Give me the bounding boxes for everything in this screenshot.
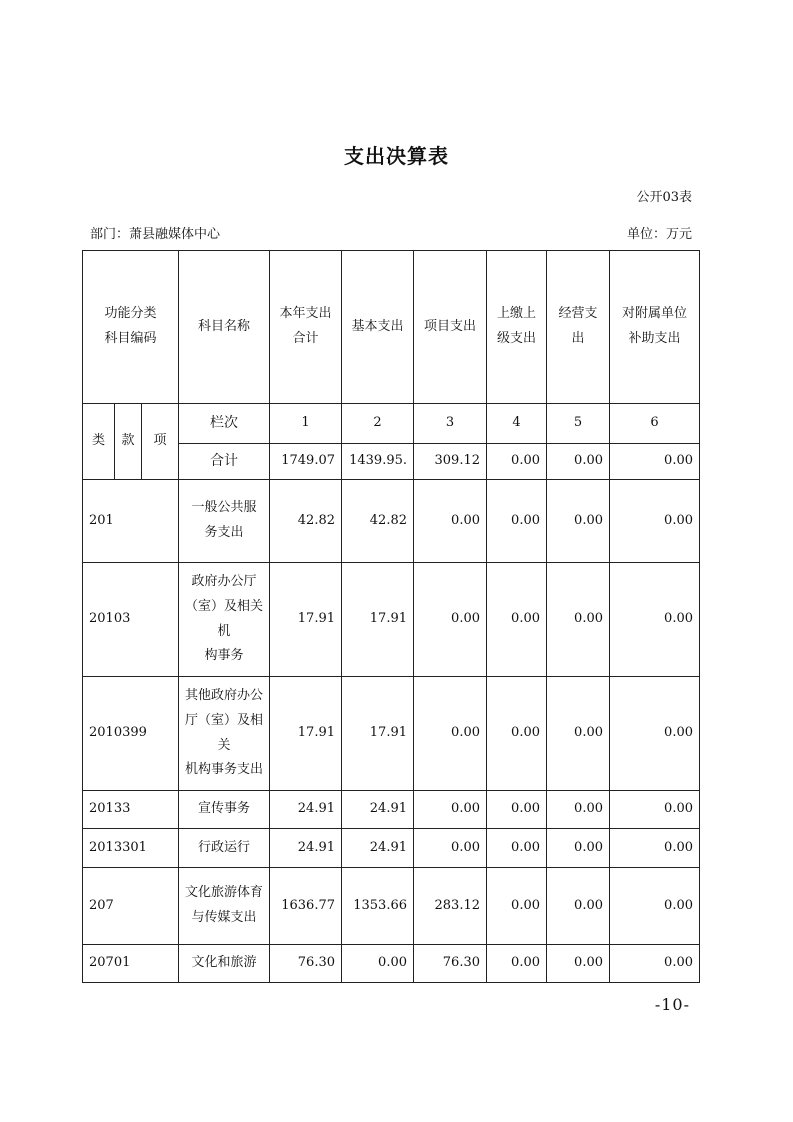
total-value: 1749.07 xyxy=(270,444,342,480)
row-name xyxy=(179,677,270,791)
row-value: 24.91 xyxy=(270,829,342,868)
column-number: 4 xyxy=(487,404,547,444)
row-name-line: 一般公共服 xyxy=(191,500,257,516)
row-name-line: 文化和旅游 xyxy=(191,955,257,971)
func-code-header-line2: 科目编码 xyxy=(104,331,157,346)
row-value: 76.30 xyxy=(270,945,342,983)
row-code: 207 xyxy=(83,868,179,945)
basic-header: 基本支出 xyxy=(342,251,414,404)
business-header-line1: 经营支 xyxy=(558,306,598,322)
row-value: 42.82 xyxy=(342,480,414,563)
row-value: 0.00 xyxy=(610,868,700,945)
project-header: 项目支出 xyxy=(414,251,487,404)
subsidiary-header xyxy=(610,251,700,404)
row-name-line: 务支出 xyxy=(204,525,244,540)
row-value: 0.00 xyxy=(547,791,610,829)
business-header-line2: 出 xyxy=(571,331,585,346)
row-value: 24.91 xyxy=(342,829,414,868)
row-code: 2010399 xyxy=(83,677,179,791)
total-value: 0.00 xyxy=(547,444,610,480)
table-row xyxy=(83,868,700,945)
row-value: 0.00 xyxy=(487,829,547,868)
total-label: 合计 xyxy=(179,444,270,480)
row-name-line: 厅（室）及相关 xyxy=(185,712,264,753)
total-header-line2: 合计 xyxy=(292,331,319,346)
row-value: 0.00 xyxy=(547,677,610,791)
row-name xyxy=(179,563,270,677)
xiang-header: 项 xyxy=(142,404,179,480)
upper-header-line2: 级支出 xyxy=(496,331,536,346)
table-row xyxy=(83,563,700,677)
row-value: 0.00 xyxy=(487,945,547,983)
row-name-line: 机构事务支出 xyxy=(185,762,264,778)
total-value: 309.12 xyxy=(414,444,487,480)
row-name xyxy=(179,829,270,868)
row-value: 24.91 xyxy=(342,791,414,829)
expenditure-table xyxy=(82,250,700,983)
row-value: 0.00 xyxy=(487,480,547,563)
unit-label: 单位：万元 xyxy=(626,227,692,242)
row-value: 17.91 xyxy=(270,677,342,791)
row-value: 0.00 xyxy=(610,563,700,677)
total-value: 0.00 xyxy=(610,444,700,480)
row-value: 0.00 xyxy=(414,563,487,677)
row-name-line: （室）及相关机 xyxy=(185,598,264,639)
row-value: 0.00 xyxy=(414,480,487,563)
subject-name-header: 科目名称 xyxy=(179,251,270,404)
row-name xyxy=(179,945,270,983)
page-title: 支出决算表 xyxy=(344,144,449,168)
table-row xyxy=(83,829,700,868)
total-header-line1: 本年支出 xyxy=(279,306,332,322)
row-name-line: 文化旅游体育 xyxy=(185,885,264,901)
department-label: 部门：萧县融媒体中心 xyxy=(90,227,221,242)
row-value: 0.00 xyxy=(610,791,700,829)
row-value: 0.00 xyxy=(547,563,610,677)
table-row xyxy=(83,677,700,791)
upper-header xyxy=(487,251,547,404)
row-code: 20701 xyxy=(83,945,179,983)
row-name xyxy=(179,480,270,563)
row-name-line: 政府办公厅 xyxy=(191,574,257,590)
column-number-label: 栏次 xyxy=(179,404,270,444)
row-value: 0.00 xyxy=(610,480,700,563)
row-value: 0.00 xyxy=(487,868,547,945)
row-value: 0.00 xyxy=(414,677,487,791)
form-number: 公开03表 xyxy=(636,190,692,205)
row-value: 0.00 xyxy=(547,945,610,983)
row-value: 0.00 xyxy=(487,791,547,829)
row-value: 0.00 xyxy=(610,945,700,983)
row-value: 17.91 xyxy=(342,677,414,791)
table-row xyxy=(83,791,700,829)
column-number: 5 xyxy=(547,404,610,444)
row-value: 17.91 xyxy=(342,563,414,677)
row-value: 17.91 xyxy=(270,563,342,677)
row-value: 42.82 xyxy=(270,480,342,563)
column-number: 3 xyxy=(414,404,487,444)
column-number: 1 xyxy=(270,404,342,444)
column-number: 6 xyxy=(610,404,700,444)
total-header xyxy=(270,251,342,404)
row-code: 2013301 xyxy=(83,829,179,868)
page-number: -10- xyxy=(654,995,690,1014)
row-name-line: 其他政府办公 xyxy=(185,688,264,704)
func-code-header-line1: 功能分类 xyxy=(104,306,157,322)
row-value: 0.00 xyxy=(547,829,610,868)
row-value: 0.00 xyxy=(487,563,547,677)
row-name-line: 构事务 xyxy=(204,648,244,664)
header-row xyxy=(83,251,700,404)
func-code-header xyxy=(83,251,179,404)
row-value: 76.30 xyxy=(414,945,487,983)
row-value: 24.91 xyxy=(270,791,342,829)
upper-header-line1: 上缴上 xyxy=(496,306,536,322)
row-name-line: 与传媒支出 xyxy=(191,910,257,925)
column-number-row xyxy=(83,404,700,444)
row-value: 0.00 xyxy=(487,677,547,791)
row-value: 0.00 xyxy=(610,677,700,791)
kuan-header: 款 xyxy=(115,404,142,480)
row-value: 0.00 xyxy=(547,868,610,945)
row-value: 0.00 xyxy=(342,945,414,983)
row-name xyxy=(179,791,270,829)
table-row xyxy=(83,945,700,983)
row-code: 20133 xyxy=(83,791,179,829)
subsidiary-header-line2: 补助支出 xyxy=(628,331,681,346)
row-code: 201 xyxy=(83,480,179,563)
row-name-line: 宣传事务 xyxy=(197,801,250,817)
row-value: 0.00 xyxy=(414,829,487,868)
row-name-line: 行政运行 xyxy=(197,839,250,855)
column-number: 2 xyxy=(342,404,414,444)
row-value: 0.00 xyxy=(547,480,610,563)
row-value: 0.00 xyxy=(414,791,487,829)
row-value: 1636.77 xyxy=(270,868,342,945)
row-value: 0.00 xyxy=(610,829,700,868)
total-value: 0.00 xyxy=(487,444,547,480)
row-name xyxy=(179,868,270,945)
table-row xyxy=(83,480,700,563)
row-value: 283.12 xyxy=(414,868,487,945)
row-value: 1353.66 xyxy=(342,868,414,945)
total-value: 1439.95. xyxy=(342,444,414,480)
business-header xyxy=(547,251,610,404)
row-code: 20103 xyxy=(83,563,179,677)
subsidiary-header-line1: 对附属单位 xyxy=(621,306,687,322)
lei-header: 类 xyxy=(83,404,115,480)
